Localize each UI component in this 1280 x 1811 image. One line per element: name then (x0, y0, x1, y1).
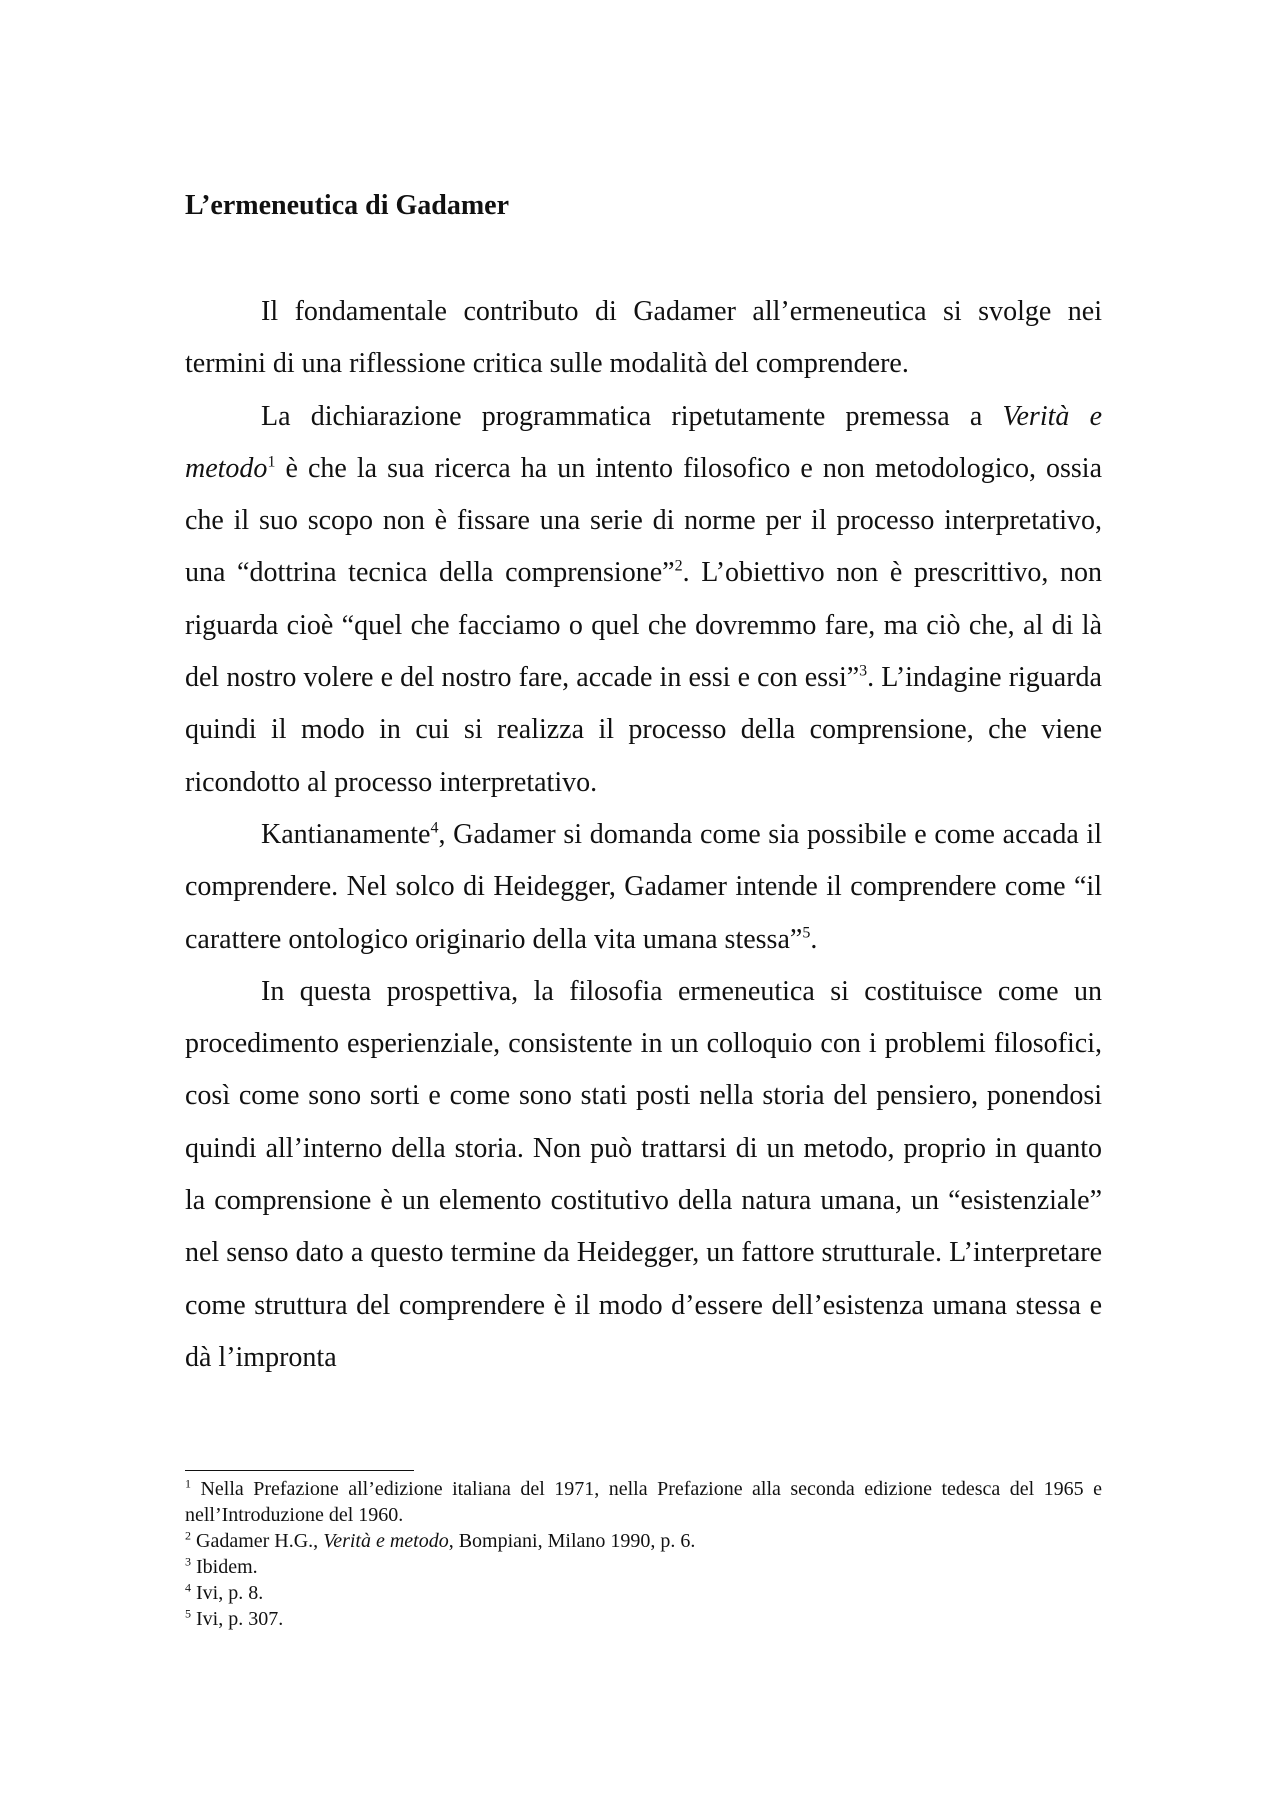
footnote-text: Gadamer H.G., (196, 1530, 324, 1552)
footnote-divider (185, 1470, 414, 1471)
paragraph-text: . L’indagine riguarda quindi il modo in cui si realizza il processo della comprensione, che viene ricondotto al processo interpretativo. (185, 662, 1102, 798)
footnote-ref[interactable]: 4 (430, 819, 439, 837)
paragraph-text: . (810, 923, 818, 955)
paragraph-text: La dichiarazione programmatica ripetutamente premessa a (261, 400, 1003, 432)
paragraph (185, 809, 1102, 966)
footnote-ref[interactable]: 2 (674, 558, 683, 576)
paragraph (185, 966, 1102, 1384)
footnote-number: 2 (185, 1528, 191, 1543)
footnote (185, 1476, 1102, 1528)
footnote-number: 3 (185, 1554, 191, 1569)
paragraph (185, 286, 1102, 391)
footnotes (185, 1476, 1102, 1632)
footnote (185, 1554, 1102, 1580)
paragraph (185, 391, 1102, 809)
footnote-number: 5 (185, 1606, 191, 1621)
footnote-number: 4 (185, 1580, 191, 1595)
footnote (185, 1528, 1102, 1554)
footnote-number: 1 (185, 1476, 191, 1491)
footnote (185, 1580, 1102, 1606)
book-title: Verità e metodo (185, 400, 1103, 484)
book-title: Verità e metodo (323, 1530, 449, 1552)
paragraph-text: . L’obiettivo non è prescrittivo, non riguarda cioè “quel che facciamo o quel che dovremmo fare, ma ciò che, al di là del nostro volere e del nostro fare, accade in essi e con essi” (185, 557, 1102, 694)
paragraph-text: Kantianamente (261, 818, 431, 850)
title-spacer (185, 234, 1102, 286)
footnote-text: , Bompiani, Milano 1990, p. 6. (448, 1530, 696, 1552)
document-title: L’ermeneutica di Gadamer (185, 190, 510, 221)
footnote-text: Ivi, p. 8. (196, 1582, 264, 1604)
footnote-text: Ibidem. (196, 1556, 258, 1578)
footnote-text: Nella Prefazione all’edizione italiana del 1971, nella Prefazione alla seconda edizione tedesca del 1965 e nell’Introduzione del 1960. (185, 1478, 1103, 1526)
footnote-ref[interactable]: 5 (802, 924, 811, 942)
paragraph-text: è che la sua ricerca ha un intento filosofico e non metodologico, ossia che il suo scopo non è fissare una serie di norme per il processo interpretativo, una “dottrina tecnica della comprensione” (185, 452, 1102, 589)
footnote-ref[interactable]: 3 (859, 662, 868, 680)
footnote-text: Ivi, p. 307. (196, 1608, 284, 1630)
paragraph-text: , Gadamer si domanda come sia possibile e come accada il comprendere. Nel solco di Heidegger, Gadamer intende il comprendere come “il carattere ontologico originario della vita umana stessa” (185, 818, 1102, 955)
footnote (185, 1606, 1102, 1632)
footnote-ref[interactable]: 1 (267, 453, 276, 471)
document-body (185, 178, 1102, 1384)
paragraph-text: Il fondamentale contributo di Gadamer all’ermeneutica si svolge nei termini di una riflessione critica sulle modalità del comprendere. (185, 296, 1102, 380)
paragraph-text: In questa prospettiva, la filosofia ermeneutica si costituisce come un procedimento esperienziale, consistente in un colloquio con i problemi filosofici, così come sono sorti e come sono stati posti nella storia del pensiero, ponendosi quindi all’interno della storia. Non può trattarsi di un metodo, proprio in quanto la comprensione è un elemento costitutivo della natura umana, un “esistenziale” nel senso dato a questo termine da Heidegger, un fattore strutturale. L’interpretare come struttura del comprendere è il modo d’essere dell’esistenza umana stessa e dà l’impronta (185, 975, 1102, 1373)
